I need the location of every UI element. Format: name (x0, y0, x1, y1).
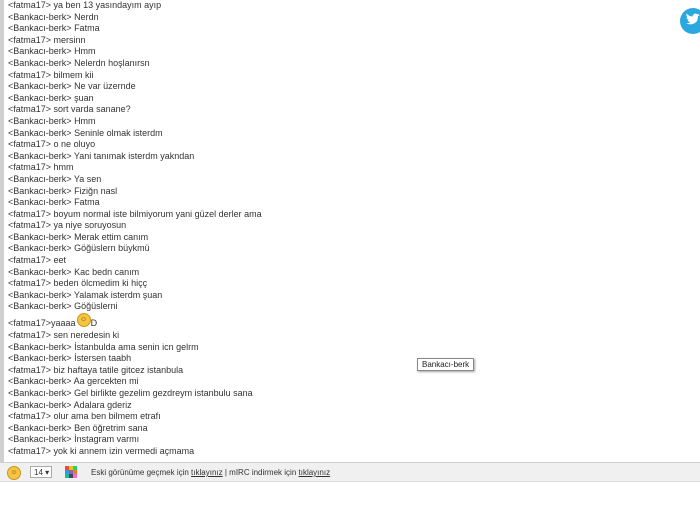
chat-message (8, 400, 648, 412)
message-text: İstanbulda ama senin icn gelrm (74, 341, 199, 352)
chat-message (8, 186, 648, 198)
message-text: İstersen taabh (74, 353, 132, 364)
chat-message (8, 151, 648, 163)
message-text: ya niye soruyosun (53, 220, 127, 231)
chat-message (8, 35, 648, 47)
message-text: Hmm (74, 115, 96, 126)
message-nick[interactable]: <Bankacı-berk> (8, 289, 72, 300)
message-text: İnstagram varmı (74, 434, 140, 445)
message-input[interactable] (0, 482, 700, 505)
message-nick[interactable]: <fatma17> (8, 208, 52, 219)
message-text: olur ama ben bilmem etrafı (53, 411, 161, 422)
message-nick[interactable]: <Bankacı-berk> (8, 23, 72, 34)
message-text: Seninle olmak isterdm (74, 127, 163, 138)
message-text: boyum normal iste bilmiyorum yani güzel derler ama (53, 208, 262, 219)
message-nick[interactable]: <Bankacı-berk> (8, 185, 72, 196)
chat-message (8, 46, 648, 58)
chat-message (8, 128, 648, 140)
message-nick[interactable]: <Bankacı-berk> (8, 399, 72, 410)
message-nick[interactable]: <Bankacı-berk> (8, 422, 72, 433)
chat-message (8, 12, 648, 24)
message-nick[interactable]: <Bankacı-berk> (8, 92, 72, 103)
chat-message (8, 365, 648, 377)
chat-message (8, 278, 648, 290)
font-size-select[interactable]: 14 ▾ (30, 466, 52, 478)
message-nick[interactable]: <fatma17> (8, 162, 52, 173)
message-text: mersinn (53, 34, 86, 45)
message-nick[interactable]: <Bankacı-berk> (8, 150, 72, 161)
message-nick[interactable]: <Bankacı-berk> (8, 115, 72, 126)
message-text: Aa gercekten mi (73, 376, 139, 387)
message-text: yok ki annem izin vermedi açmama (53, 445, 195, 456)
message-nick[interactable]: <Bankacı-berk> (8, 266, 72, 277)
chat-message (8, 243, 648, 255)
message-nick[interactable]: <fatma17> (8, 445, 52, 456)
message-nick[interactable]: <fatma17> (8, 255, 52, 266)
message-text: Yani tanımak isterdm yakndan (73, 150, 195, 161)
message-text: Yalamak isterdm şuan (73, 289, 163, 300)
chat-message (8, 388, 648, 400)
message-text: Nerdn (74, 11, 99, 22)
chat-message (8, 23, 648, 35)
chat-message (8, 376, 648, 388)
nick-tooltip: Bankacı-berk (417, 358, 474, 371)
message-nick[interactable]: <Bankacı-berk> (8, 341, 72, 352)
message-nick[interactable]: <fatma17> (8, 364, 52, 375)
message-text: ya ben 13 yasındayım ayıp (53, 0, 162, 10)
message-nick[interactable]: <fatma17> (8, 139, 52, 150)
message-text: Fiziğn nasl (74, 185, 118, 196)
message-text: Merak ettim canım (74, 231, 149, 242)
smiley-emoji-icon: ☺ (77, 313, 91, 327)
message-text: Hmm (74, 46, 96, 57)
message-text: sort varda sanane? (53, 104, 131, 115)
message-nick[interactable]: <fatma17> (8, 220, 52, 231)
message-text: hmm (53, 162, 74, 173)
message-nick[interactable]: <Bankacı-berk> (8, 173, 72, 184)
message-nick[interactable]: <Bankacı-berk> (8, 231, 72, 242)
chat-message (8, 434, 648, 446)
message-text: sen neredesin ki (53, 330, 120, 341)
chat-log (8, 0, 648, 458)
chat-message (8, 116, 648, 128)
message-text: Göğüslern büykmü (74, 243, 150, 254)
message-nick[interactable]: <fatma17> (8, 0, 52, 10)
chat-message (8, 70, 648, 82)
message-text: yaaaa (51, 318, 76, 329)
message-nick[interactable]: <fatma17> (8, 330, 52, 341)
chat-message (8, 255, 648, 267)
message-nick[interactable]: <fatma17> (8, 318, 52, 329)
chat-message (8, 446, 648, 458)
message-nick[interactable]: <Bankacı-berk> (8, 57, 72, 68)
chat-message (8, 267, 648, 279)
message-text: Gel birlikte gezelim gezdreym istanbulu sana (74, 388, 253, 398)
legacy-notice (91, 468, 330, 477)
chat-message (8, 411, 648, 423)
message-nick[interactable]: <Bankacı-berk> (8, 46, 72, 57)
twitter-bird-icon[interactable] (680, 8, 700, 34)
chat-message (8, 197, 648, 209)
message-text: Göğüslerni (74, 301, 118, 312)
message-text: Nelerdn hoşlanırsn (74, 57, 150, 68)
chat-message (8, 104, 648, 116)
message-nick[interactable]: <Bankacı-berk> (8, 301, 72, 312)
message-text: şuan (74, 92, 94, 103)
message-text: o ne oluyo (53, 139, 96, 150)
notice-text: Eski görünüme geçmek için (91, 468, 192, 477)
message-text: Ya sen (73, 173, 102, 184)
message-text: eet (53, 255, 67, 266)
chat-message (8, 423, 648, 435)
message-nick[interactable]: <Bankacı-berk> (8, 11, 72, 22)
chat-message (8, 162, 648, 174)
chat-message (8, 313, 648, 330)
message-nick[interactable]: <fatma17> (8, 411, 52, 422)
smiley-icon[interactable]: ☺ (7, 466, 21, 480)
chat-message (8, 139, 648, 151)
legacy-view-link[interactable]: tıklayınız (191, 468, 223, 477)
message-text: beden ölcmedim ki hiçç (53, 278, 148, 289)
chat-message (8, 58, 648, 70)
message-nick[interactable]: <Bankacı-berk> (8, 353, 72, 364)
chat-message (8, 93, 648, 105)
chat-message (8, 81, 648, 93)
mirc-download-link[interactable]: tıklayınız (298, 468, 331, 477)
message-nick[interactable]: <fatma17> (8, 104, 52, 115)
chat-message (8, 353, 648, 365)
message-nick[interactable]: <Bankacı-berk> (8, 197, 72, 208)
message-text: biz haftaya tatile gitcez istanbula (53, 364, 184, 375)
chat-message (8, 342, 648, 354)
chat-message (8, 220, 648, 232)
message-nick[interactable]: <Bankacı-berk> (8, 127, 72, 138)
chat-message (8, 174, 648, 186)
chat-message (8, 301, 648, 313)
color-palette-icon[interactable] (65, 466, 77, 478)
notice-mid-text: | mIRC indirmek için (222, 468, 299, 477)
message-nick[interactable]: <fatma17> (8, 69, 52, 80)
message-nick[interactable]: <Bankacı-berk> (8, 81, 72, 92)
chat-message (8, 209, 648, 221)
message-text: bilmem kii (53, 69, 94, 80)
chat-message (8, 330, 648, 342)
message-text: Adalara gderiz (73, 399, 132, 410)
message-nick[interactable]: <Bankacı-berk> (8, 376, 72, 387)
message-nick[interactable]: <Bankacı-berk> (8, 388, 72, 398)
message-text: Fatma (74, 197, 100, 208)
message-nick[interactable]: <Bankacı-berk> (8, 434, 72, 445)
message-text: Fatma (74, 23, 100, 34)
message-text: Kac bedn canım (74, 266, 140, 277)
chat-message (8, 232, 648, 244)
chat-toolbar (0, 462, 700, 482)
message-suffix: D (90, 318, 98, 329)
message-text: Ben öğretrim sana (74, 422, 148, 433)
message-nick[interactable]: <fatma17> (8, 278, 52, 289)
message-nick[interactable]: <Bankacı-berk> (8, 243, 72, 254)
message-text: Ne var üzernde (74, 81, 136, 92)
chat-message (8, 0, 648, 12)
message-nick[interactable]: <fatma17> (8, 34, 52, 45)
chat-message (8, 290, 648, 302)
